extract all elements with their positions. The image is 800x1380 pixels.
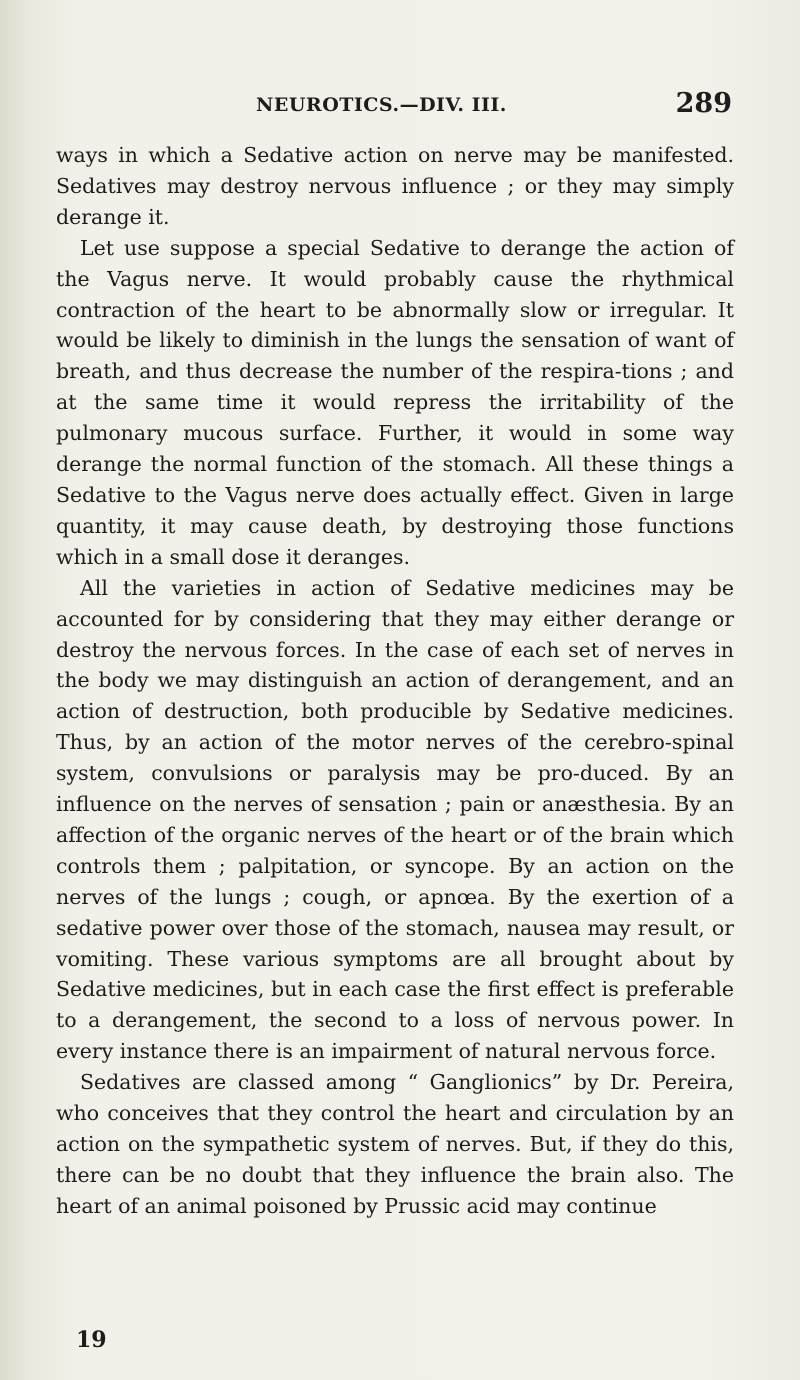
paragraph: All the varieties in action of Sedative medicines may be accounted for by considering that they may either derange or destroy the nervous forces. In the case of each set of nerves in the body we may distinguish an action of derangement, and an action of destruction, both producible by Sedative medicines. Thus, by an action of the motor nerves of the cerebro-spinal system, convulsions or paralysis may be pro-duced. By an influence on the nerves of sensation ; pain or anæsthesia. By an affection of the organic nerves of the heart or of the brain which controls them ; palpitation, or syncope. By an action on the nerves of the lungs ; cough, or apnœa. By the exertion of a sedative power over those of the stomach, nausea may result, or vomiting. These various symptoms are all brought about by Sedative medicines, but in each case the first effect is preferable to a derangement, the second to a loss of nervous power. In every instance there is an impairment of natural nervous force. (56, 575, 734, 1064)
paragraph: Sedatives are classed among “ Ganglionics” by Dr. Pereira, who conceives that they control the heart and circulation by an action on the sympathetic system of nerves. But, if they do this, there can be no doubt that they influence the brain also. The heart of an animal poisoned by Prussic acid may continue (56, 1070, 734, 1218)
page-number: 289 (675, 88, 732, 119)
body-text (56, 140, 734, 1222)
running-title: NEUROTICS.—DIV. III. (256, 94, 507, 116)
signature-mark: 19 (76, 1327, 107, 1353)
paragraph: Let use suppose a special Sedative to derange the action of the Vagus nerve. It would probably cause the rhythmical contraction of the heart to be abnormally slow or irregular. It would be likely to diminish in the lungs the sensation of want of breath, and thus decrease the number of the respira-tions ; and at the same time it would repress the irritability of the pulmonary mucous surface. Further, it would in some way derange the normal function of the stomach. All these things a Sedative to the Vagus nerve does actually effect. Given in large quantity, it may cause death, by destroying those functions which in a small dose it deranges. (56, 235, 734, 569)
paragraph: ways in which a Sedative action on nerve may be manifested. Sedatives may destroy nervous influence ; or they may simply derange it. (56, 143, 734, 229)
